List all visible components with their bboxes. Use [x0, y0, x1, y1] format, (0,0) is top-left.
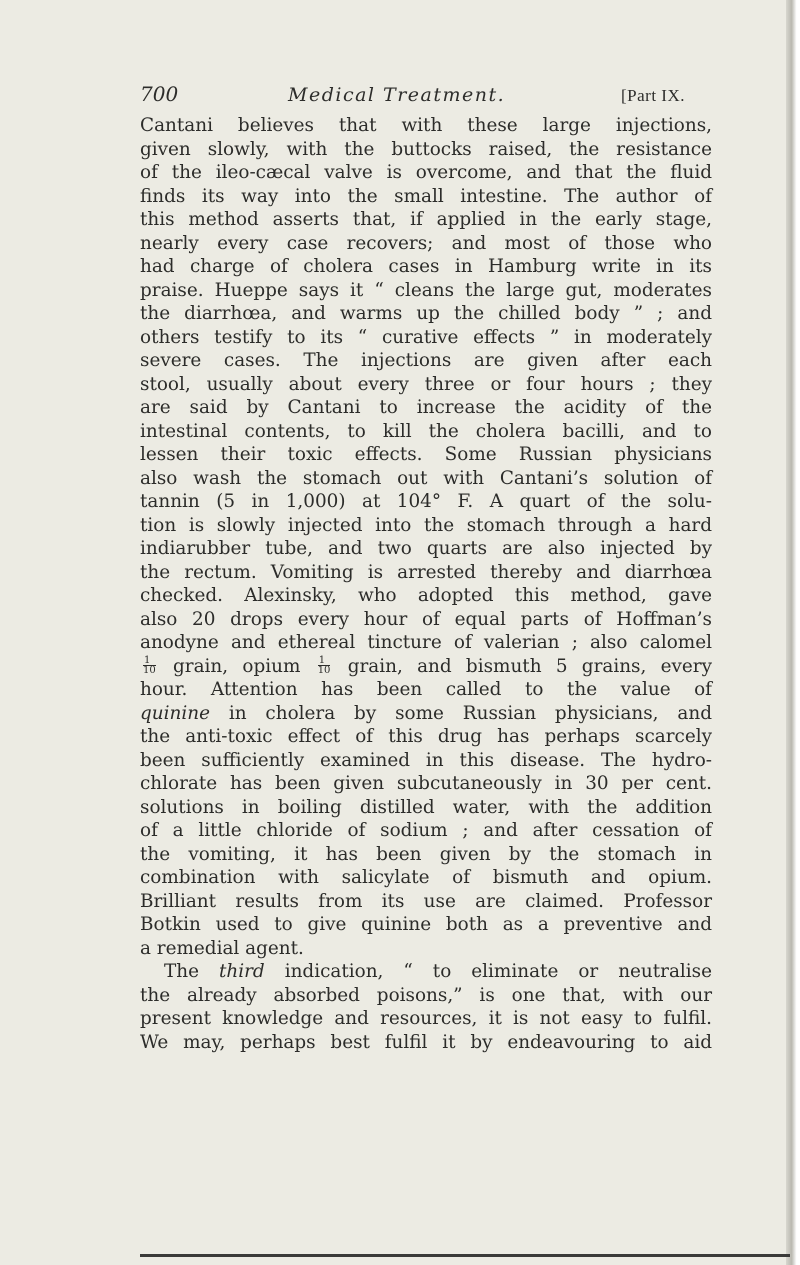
text-line: Brilliant results from its use are claimed. Professor: [140, 890, 712, 912]
italic-word: quinine: [140, 702, 210, 724]
page-bottom-edge: [140, 1254, 790, 1257]
text-line: the vomiting, it has been given by the stomach in: [140, 843, 712, 865]
text-line: We may, perhaps best fulfil it by endeavouring to aid: [140, 1031, 712, 1053]
text-line: solutions in boiling distilled water, with the addition: [140, 796, 712, 818]
text-line: lessen their toxic effects. Some Russian physicians: [140, 444, 712, 465]
text-line-italic: quinine in cholera by some Russian physicians, and: [140, 702, 712, 724]
text-line: had charge of cholera cases in Hamburg write in its: [140, 256, 712, 277]
text-line: been sufficiently examined in this disease. The hydro-: [140, 749, 712, 771]
text-line: are said by Cantani to increase the acidity of the: [140, 397, 712, 418]
text-line: tion is slowly injected into the stomach through a hard: [140, 514, 712, 536]
page-edge-shadow: [786, 0, 800, 1265]
fraction: $\frac{1}{10}$: [143, 655, 156, 676]
text-line: the already absorbed poisons,” is one that, with our: [140, 984, 712, 1006]
running-title: Medical Treatment.: [288, 84, 506, 106]
text-line: given slowly, with the buttocks raised, the resistance: [140, 138, 712, 160]
text-line: the rectum. Vomiting is arrested thereby and diarrhœa: [140, 561, 712, 583]
text-line: chlorate has been given subcutaneously in 30 per cent.: [140, 773, 712, 794]
text-line: praise. Hueppe says it “ cleans the large gut, moderates: [140, 279, 712, 301]
text-line: intestinal contents, to kill the cholera bacilli, and to: [140, 420, 712, 442]
text-line: also 20 drops every hour of equal parts of Hoffman’s: [140, 608, 712, 630]
text-line: of a little chloride of sodium ; and after cessation of: [140, 820, 712, 841]
text-line: hour. Attention has been called to the value of: [140, 679, 712, 700]
page-number: 700: [140, 82, 179, 106]
text-line: others testify to its “ curative effects ” in moderately: [140, 326, 712, 348]
text-line: tannin (5 in 1,000) at 104° F. A quart of the solu-: [140, 491, 712, 512]
text-line: Cantani believes that with these large injections,: [140, 115, 712, 136]
text-line: checked. Alexinsky, who adopted this method, gave: [140, 585, 712, 606]
text-line: nearly every case recovers; and most of those who: [140, 232, 712, 254]
text-line: combination with salicylate of bismuth and opium.: [140, 867, 712, 888]
text-line: stool, usually about every three or four hours ; they: [140, 373, 712, 395]
body-text: [140, 114, 712, 1054]
text-line: indiarubber tube, and two quarts are also injected by: [140, 538, 712, 559]
text-line: present knowledge and resources, it is not easy to fulfil.: [140, 1008, 712, 1029]
paragraph-end-line: a remedial agent.: [140, 937, 304, 959]
fraction: $\frac{1}{10}$: [317, 655, 331, 676]
text-line: finds its way into the small intestine. The author of: [140, 185, 712, 207]
text-line: this method asserts that, if applied in the early stage,: [140, 209, 712, 230]
italic-word: third: [219, 961, 265, 982]
text-line: Botkin used to give quinine both as a preventive and: [140, 914, 712, 935]
text-line: anodyne and ethereal tincture of valerian ; also calomel: [140, 632, 712, 653]
part-label: [Part IX.: [621, 86, 685, 105]
text-line: of the ileo-cæcal valve is overcome, and that the fluid: [140, 162, 712, 183]
text-line: also wash the stomach out with Cantani’s solution of: [140, 467, 712, 489]
text-line: the diarrhœa, and warms up the chilled body ” ; and: [140, 303, 712, 324]
text-line: severe cases. The injections are given after each: [140, 350, 712, 371]
text-line-fractions: $\frac{1}{10}$ grain, opium $\frac{1}{10}$ grain, and bismuth 5 grains, every: [143, 655, 712, 677]
text-line: the anti-toxic effect of this drug has perhaps scarcely: [140, 726, 712, 747]
paragraph-start-line: The third indication, “ to eliminate or neutralise: [164, 961, 713, 982]
